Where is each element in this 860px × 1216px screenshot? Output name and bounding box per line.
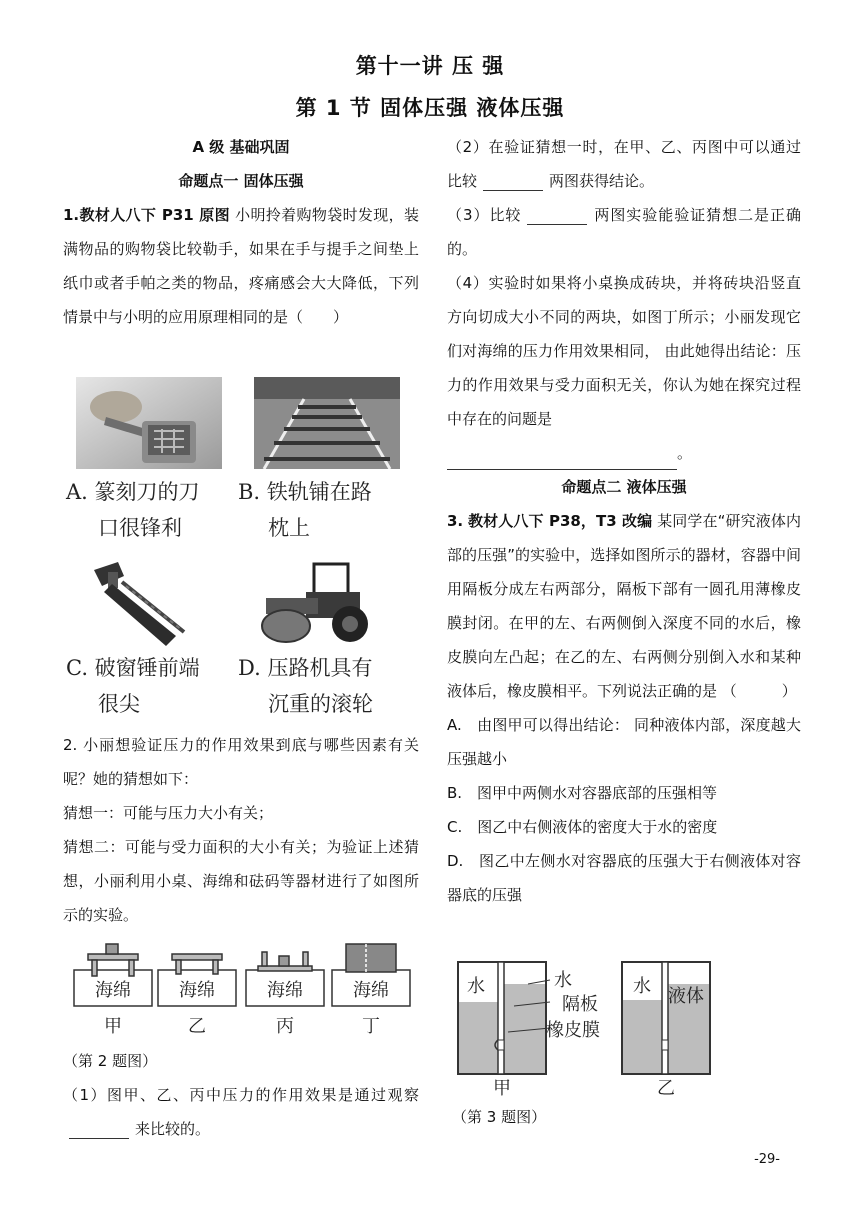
option-a-line1: A. 篆刻刀的刀 [66,480,200,504]
sponge-label-1: 海绵 [95,980,131,1001]
question-2-text: 2. 小丽想验证压力的作用效果到底与哪些因素有关呢？她的猜想如下： [63,736,419,788]
question-1-number: 1. [63,206,80,224]
answer-blank-4[interactable] [447,449,677,470]
membrane-label: 橡皮膜 [546,1020,600,1041]
figure-label-jia-3: 甲 [493,1078,511,1099]
question-1 [63,198,419,334]
question-3-number: 3. [447,512,464,530]
question-2-sub-4 [447,266,801,470]
q2-sub3-text-b: 两图实验能验证猜想二是正确的。 [447,206,801,258]
question-2-figure [66,940,416,1040]
answer-blank-3[interactable] [527,206,587,225]
question-1-text: 小明拎着购物袋时发现，装满物品的购物袋比较勒手，如果在手与提手之间垫上纸巾或者手帕之类的物品，疼痛感会大大降低，下列情景中与小明的应用原理相同的是（ ） [63,206,419,326]
partition-label: 隔板 [562,994,598,1015]
q2-sub4-text: （4）实验时如果将小桌换成砖块，并将砖块沿竖直方向切成大小不同的两块，如图丁所示；小丽发现它们对海绵的压力作用效果相同， 由此她得出结论：压力的作用效果与受力面积无关，你认为她在探究过程中存在的问题是 [447,274,801,428]
water-label-yi: 水 [633,976,651,997]
sponge-label-2: 海绵 [179,980,215,1001]
hammer-icon [90,556,196,648]
question-3-caption: （第 3 题图） [452,1108,547,1126]
sponge-label-3: 海绵 [267,980,303,1001]
option-b-line1: B. 铁轨铺在路 [238,480,372,504]
question-2-sub-3 [447,198,801,266]
question-3-option-d: D. 图乙中左侧水对容器底的压强大于右侧液体对容器底的压强 [447,852,801,904]
water-pointer-label: 水 [554,970,572,991]
question-2-caption: （第 2 题图） [63,1052,158,1070]
q2-sub2-text-b: 两图获得结论。 [549,172,655,190]
topic-heading-1: 命题点一 固体压强 [178,172,304,190]
question-3-option-a: A. 由图甲可以得出结论： 同种液体内部，深度越大压强越小 [447,716,801,768]
seal-carving-icon [76,377,222,469]
q2-sub1-text-a: （1）图甲、乙、丙中压力的作用效果是通过观察 [63,1086,419,1104]
figure-label-jia: 甲 [104,1016,122,1037]
question-2-sub-2 [447,130,801,198]
q2-sub4-end: 。 [677,444,693,462]
sponge-label-4: 海绵 [353,980,389,1001]
topic-heading-2: 命题点二 液体压强 [561,478,687,496]
answer-blank-1[interactable] [69,1120,129,1139]
question-2-continued [63,1044,419,1146]
question-3-figure [450,954,720,1100]
chapter-title: 第十一讲 压 强 [355,54,505,78]
question-2-sub-1 [63,1078,419,1146]
question-3-option-c: C. 图乙中右侧液体的密度大于水的密度 [447,818,718,836]
option-d-line2: 沉重的滚轮 [268,692,373,716]
figure-label-ding: 丁 [362,1016,380,1037]
water-label: 水 [467,976,485,997]
question-1-source: 教材人八下 P31 原图 [79,206,230,224]
q2-sub2-text-a: （2）在验证猜想一时，在甲、乙、丙图中可以通过比较 [447,138,801,190]
option-c-line2: 很尖 [98,692,140,716]
right-column [447,130,801,912]
question-3-option-b: B. 图甲中两侧水对容器底部的压强相等 [447,784,718,802]
option-c-line1: C. 破窗锤前端 [66,656,200,680]
section-title: 第 1 节 固体压强 液体压强 [295,96,565,120]
option-d-line1: D. 压路机具有 [238,656,373,680]
q2-sub1-text-b: 来比较的。 [135,1120,211,1138]
railway-icon [254,377,400,469]
guess-1: 猜想一：可能与压力大小有关； [63,804,274,822]
figure-label-yi-3: 乙 [657,1078,675,1099]
question-3-source: 教材人八下 P38，T3 改编 [468,512,653,530]
q2-sub3-text-a: （3）比较 [447,206,522,224]
answer-blank-2[interactable] [483,172,543,191]
liquid-label: 液体 [668,986,704,1007]
figure-label-yi: 乙 [188,1016,206,1037]
question-3-text: 某同学在“研究液体内部的压强”的实验中，选择如图所示的器材，容器中间用隔板分成左右两部分，隔板下部有一圆孔用薄橡皮膜封闭。在甲的左、右两侧倒入深度不同的水后，橡皮膜向左凸起；在乙的左、右两侧分别倒入水和某种液体后，橡皮膜相平。下列说法正确的是 （ ） [447,512,801,700]
page-number: -29- [754,1152,780,1167]
option-b-line2: 枕上 [268,516,310,540]
guess-2: 猜想二：可能与受力面积的大小有关；为验证上述猜想，小丽利用小桌、海绵和砝码等器材进行了如图所示的实验。 [63,838,419,924]
question-3 [447,504,801,708]
left-column [63,130,419,334]
option-a-line2: 口很锋利 [98,516,182,540]
road-roller-icon [256,556,378,648]
figure-label-bing: 丙 [276,1016,294,1037]
level-heading: A 级 基础巩固 [192,138,290,156]
question-2 [63,728,419,932]
